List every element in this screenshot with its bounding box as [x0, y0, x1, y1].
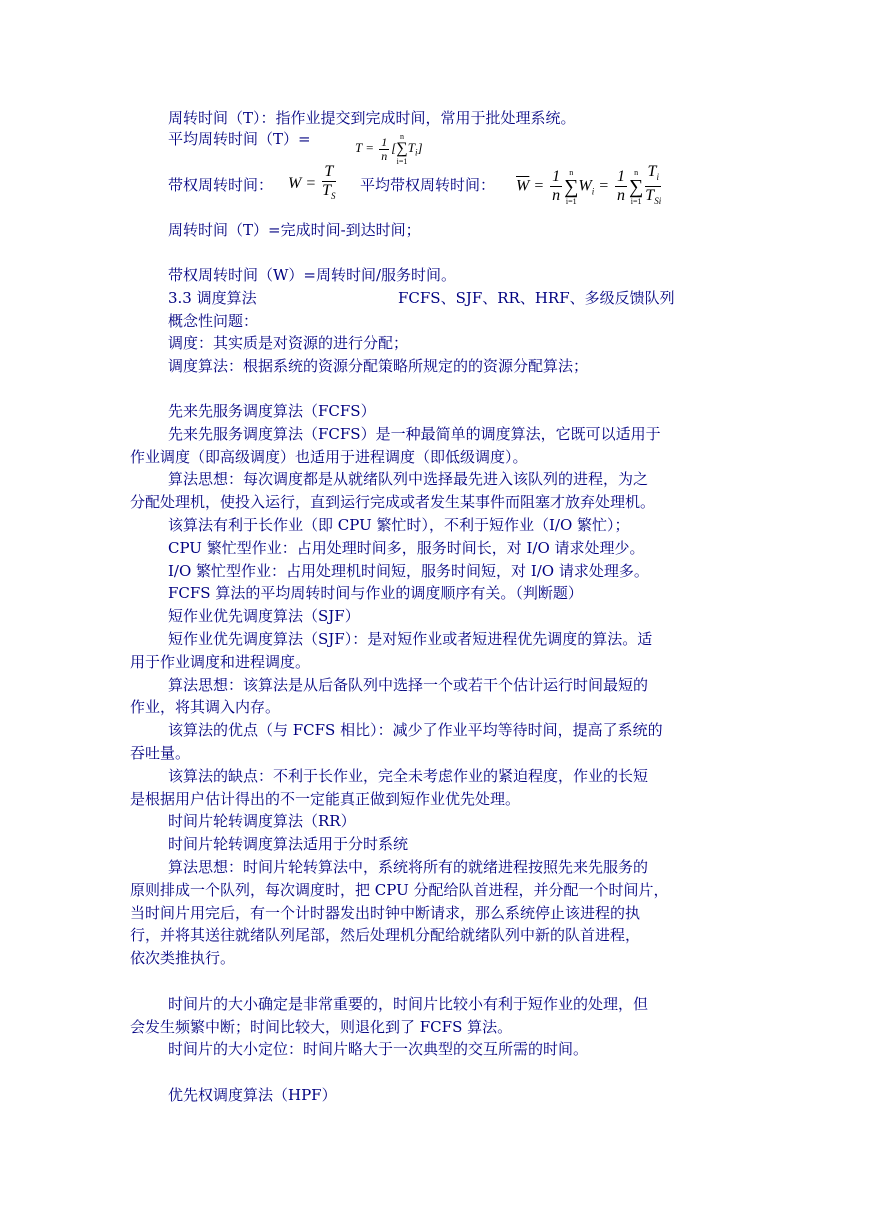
section-heading: 3.3 调度算法	[168, 289, 257, 307]
formula-symbol: n	[569, 167, 574, 177]
formula-symbol: 1	[552, 168, 561, 186]
formula-symbol: i=1	[396, 157, 408, 166]
formula-symbol: T	[322, 182, 332, 199]
text-line: 算法思想：时间片轮转算法中，系统将所有的就绪进程按照先来先服务的	[168, 858, 649, 876]
formula-symbol: T	[355, 139, 362, 155]
formula-symbol: S	[331, 191, 336, 202]
sigma-symbol: ∑	[396, 140, 408, 157]
avg-weighted-turnaround-formula	[516, 163, 663, 210]
text-line: 概念性问题：	[168, 312, 259, 330]
text-line: 行，并将其送往就绪队列尾部，然后处理机分配给就绪队列中新的队首进程，	[130, 926, 641, 944]
subsection-heading: 优先权调度算法（HPF）	[168, 1086, 337, 1104]
text-line: 当时间片用完后，有一个计时器发出时钟中断请求，那么系统停止该进程的执	[130, 904, 641, 922]
sigma-symbol: ∑	[564, 175, 579, 198]
formula-symbol: n	[617, 187, 626, 205]
text-line: 算法思想：该算法是从后备队列中选择一个或若干个估计运行时间最短的	[168, 676, 649, 694]
avg-turnaround-formula	[355, 132, 423, 166]
text-line: 周转时间（T）=完成时间-到达时间；	[168, 221, 421, 239]
formula-symbol: =	[365, 139, 375, 155]
formula-symbol: [	[391, 139, 397, 155]
formula-symbol: Si	[654, 196, 662, 207]
formula-symbol: $\overline{W}$	[516, 177, 530, 195]
text-line: 调度：其实质是对资源的进行分配；	[168, 334, 409, 352]
formula-symbol: n	[381, 148, 388, 163]
text-line: CPU 繁忙型作业：占用处理时间多，服务时间长，对 I/O 请求处理少。	[168, 539, 645, 557]
weighted-turnaround-formula	[288, 163, 338, 205]
text-line: 短作业优先调度算法（SJF）：是对短作业或者短进程优先调度的算法。适	[168, 630, 653, 648]
formula-symbol: i=1	[630, 196, 642, 206]
text-line: 该算法的缺点：不利于长作业，完全未考虑作业的紧迫程度，作业的长短	[168, 767, 649, 785]
text-line: 调度算法：根据系统的资源分配策略所规定的的资源分配算法；	[168, 357, 589, 375]
formula-symbol: ]	[417, 139, 423, 155]
text-line: FCFS 算法的平均周转时间与作业的调度顺序有关。（判断题）	[168, 584, 583, 602]
formula-symbol: i	[591, 186, 595, 197]
text-line: 平均周转时间（T）=	[168, 130, 311, 148]
formula-symbol: i=1	[565, 196, 577, 206]
text-line: 该算法的优点（与 FCFS 相比）：减少了作业平均等待时间，提高了系统的	[168, 721, 663, 739]
text-line: 依次类推执行。	[130, 949, 236, 967]
text-line: 作业调度（即高级调度）也适用于进程调度（即低级调度）。	[130, 448, 528, 466]
formula-symbol: i	[414, 147, 418, 158]
formula-symbol: 1	[617, 168, 626, 186]
text-line: 分配处理机，使投入运行，直到运行完成或者发生某事件而阻塞才放弃处理机。	[130, 493, 656, 511]
formula-symbol: n	[400, 132, 405, 141]
formula-symbol: =	[598, 177, 610, 195]
text-line: 算法思想：每次调度都是从就绪队列中选择最先进入该队列的进程，为之	[168, 470, 649, 488]
formula-symbol: n	[634, 167, 639, 177]
text-line: 周转时间（T）：指作业提交到完成时间，常用于批处理系统。	[168, 109, 576, 127]
text-line: 时间片的大小确定是非常重要的，时间片比较小有利于短作业的处理，但	[168, 995, 649, 1013]
formula-symbol: T	[645, 187, 655, 205]
text-line: 是根据用户估计得出的不一定能真正做到短作业优先处理。	[130, 790, 521, 808]
formula-symbol: i	[656, 172, 659, 183]
sigma-symbol: ∑	[629, 175, 644, 198]
formula-symbol: T	[647, 163, 657, 180]
text-line: 平均带权周转时间：	[360, 176, 496, 194]
formula-symbol: T	[407, 139, 415, 155]
text-line: 先来先服务调度算法（FCFS）是一种最简单的调度算法，它既可以适用于	[168, 425, 661, 443]
text-line: 吞吐量。	[130, 744, 191, 762]
subsection-heading: 时间片轮转调度算法（RR）	[168, 812, 356, 830]
formula-symbol: W	[288, 174, 302, 192]
text-line: 作业，将其调入内存。	[130, 698, 281, 716]
text-line: 时间片的大小定位：时间片略大于一次典型的交互所需的时间。	[168, 1040, 589, 1058]
algorithm-list: FCFS、SJF、RR、HRF、多级反馈队列	[398, 289, 675, 307]
text-line: 该算法有利于长作业（即 CPU 繁忙时），不利于短作业（I/O 繁忙）；	[168, 516, 630, 534]
subsection-heading: 先来先服务调度算法（FCFS）	[168, 402, 376, 420]
text-line: 用于作业调度和进程调度。	[130, 653, 311, 671]
text-line: I/O 繁忙型作业：占用处理机时间短，服务时间短，对 I/O 请求处理多。	[168, 562, 649, 580]
formula-symbol: W	[578, 177, 592, 195]
text-line: 原则排成一个队列，每次调度时，把 CPU 分配给队首进程，并分配一个时间片，	[130, 881, 669, 899]
subsection-heading: 短作业优先调度算法（SJF）	[168, 607, 360, 625]
formula-symbol: =	[533, 177, 545, 195]
text-line: 带权周转时间（W）=周转时间/服务时间。	[168, 266, 457, 284]
text-line: 时间片轮转调度算法适用于分时系统	[168, 835, 409, 853]
formula-symbol: =	[305, 174, 317, 192]
text-line: 会发生频繁中断；时间比较大，则退化到了 FCFS 算法。	[130, 1018, 513, 1036]
formula-symbol: n	[552, 187, 561, 205]
text-line: 带权周转时间：	[168, 176, 274, 194]
formula-symbol: T	[322, 163, 335, 182]
formula-symbol: 1	[381, 134, 388, 149]
